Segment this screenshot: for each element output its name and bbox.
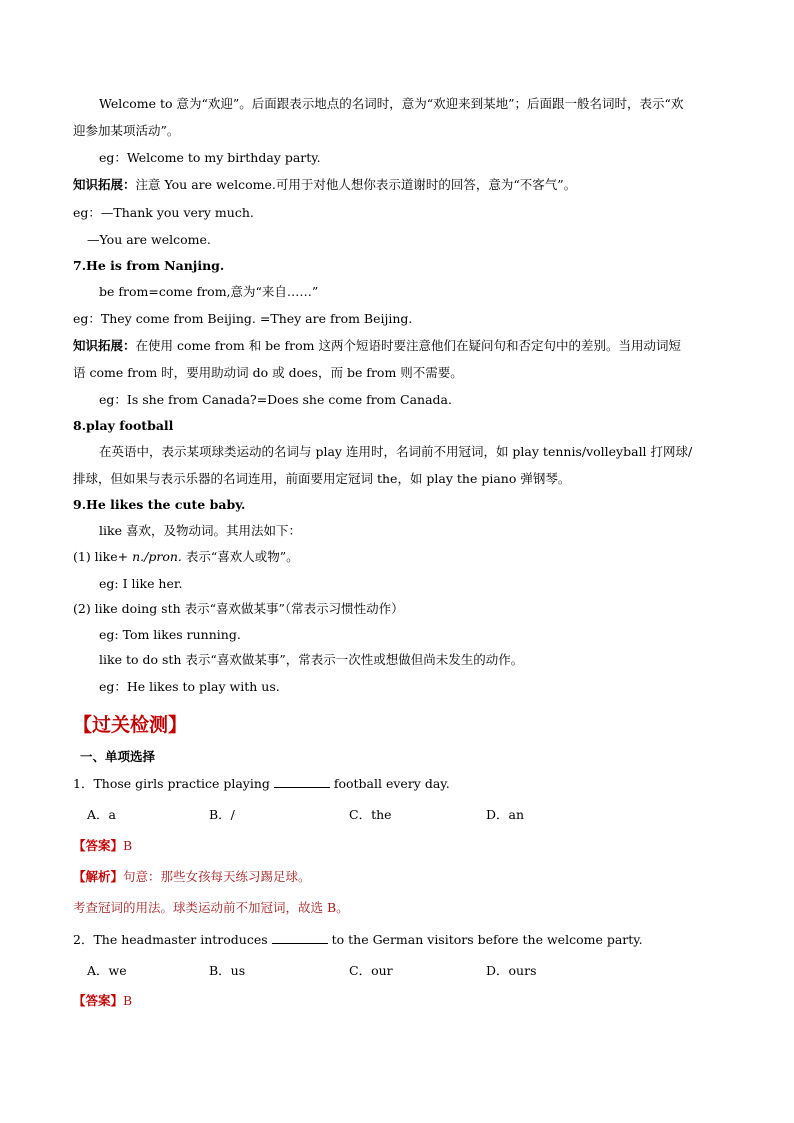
example-line: eg：He likes to play with us. xyxy=(99,679,280,694)
answer-value: B xyxy=(123,993,133,1008)
answer-label: 【答案】 xyxy=(73,838,124,853)
note-line: like 喜欢，及物动词。其用法如下： xyxy=(99,523,301,538)
point-heading: 9.He likes the cute baby. xyxy=(73,497,246,512)
note-line: 在英语中，表示某项球类运动的名词与 play 连用时，名词前不用冠词，如 play tennis/volleyball 打网球/ xyxy=(99,444,693,459)
note-line: 迎参加某项活动”。 xyxy=(73,123,180,138)
question-stem-text: to the German visitors before the welcome party. xyxy=(327,932,643,947)
knowledge-extension-label: 知识拓展： xyxy=(73,338,136,353)
question-stem xyxy=(73,931,643,948)
answer-label: 【答案】 xyxy=(73,993,124,1008)
answer-line xyxy=(73,993,132,1009)
answer-blank xyxy=(274,775,330,788)
usage-prefix: (1) like+ xyxy=(73,549,133,564)
knowledge-extension-text: 注意 You are welcome.可用于对他人想你表示道谢时的回答，意为“不客气”。 xyxy=(135,177,577,192)
example-line: —You are welcome. xyxy=(87,232,211,247)
part-title: 一、单项选择 xyxy=(80,749,156,764)
option-d: D．ours xyxy=(486,963,537,978)
usage-line xyxy=(73,549,299,565)
example-line: eg: Tom likes running. xyxy=(99,627,241,642)
example-line: eg: I like her. xyxy=(99,576,183,591)
option-c: C．our xyxy=(349,963,393,978)
option-a: A．we xyxy=(87,963,127,978)
example-line: eg：Is she from Canada?=Does she come from Canada. xyxy=(99,392,452,407)
question-stem-text: football every day. xyxy=(329,776,450,791)
knowledge-extension-line xyxy=(73,177,576,193)
example-line: eg：They come from Beijing. =They are from Beijing. xyxy=(73,311,413,326)
usage-line: like to do sth 表示“喜欢做某事”，常表示一次性或想做但尚未发生的动作。 xyxy=(99,652,524,667)
usage-pos: n./pron. xyxy=(132,549,182,564)
section-title: 【过关检测】 xyxy=(73,714,188,736)
analysis-line xyxy=(73,869,311,885)
analysis-line: 考查冠词的用法。球类运动前不加冠词，故选 B。 xyxy=(73,900,349,915)
knowledge-extension-text: 在使用 come from 和 be from 这两个短语时要注意他们在疑问句和否定句中的差别。当用动词短 xyxy=(135,338,681,353)
example-line: eg：—Thank you very much. xyxy=(73,205,254,220)
question-stem-text: 1．Those girls practice playing xyxy=(73,776,274,791)
option-a: A．a xyxy=(87,807,116,822)
knowledge-extension-line xyxy=(73,338,681,354)
analysis-text: 句意：那些女孩每天练习踢足球。 xyxy=(123,869,311,884)
option-c: C．the xyxy=(349,807,392,822)
note-line: 语 come from 时，要用助动词 do 或 does，而 be from 则不需要。 xyxy=(73,365,463,380)
answer-value: B xyxy=(123,838,133,853)
note-line: Welcome to 意为“欢迎”。后面跟表示地点的名词时，意为“欢迎来到某地”；后面跟一般名词时，表示“欢 xyxy=(99,96,684,111)
option-b: B．/ xyxy=(209,807,235,822)
question-stem xyxy=(73,775,450,792)
option-d: D．an xyxy=(486,807,525,822)
note-line: 排球，但如果与表示乐器的名词连用，前面要用定冠词 the，如 play the piano 弹钢琴。 xyxy=(73,471,571,486)
usage-meaning: 表示“喜欢人或物”。 xyxy=(181,549,299,564)
example-line: eg：Welcome to my birthday party. xyxy=(99,150,321,165)
answer-blank xyxy=(272,931,328,944)
note-line: be from=come from,意为“来自……” xyxy=(99,284,319,299)
question-stem-text: 2．The headmaster introduces xyxy=(73,932,272,947)
knowledge-extension-label: 知识拓展： xyxy=(73,177,136,192)
analysis-label: 【解析】 xyxy=(73,869,124,884)
point-heading: 8.play football xyxy=(73,418,174,433)
point-heading: 7.He is from Nanjing. xyxy=(73,258,225,273)
option-b: B．us xyxy=(209,963,246,978)
usage-line: (2) like doing sth 表示“喜欢做某事”（常表示习惯性动作） xyxy=(73,601,404,616)
answer-line xyxy=(73,838,132,854)
